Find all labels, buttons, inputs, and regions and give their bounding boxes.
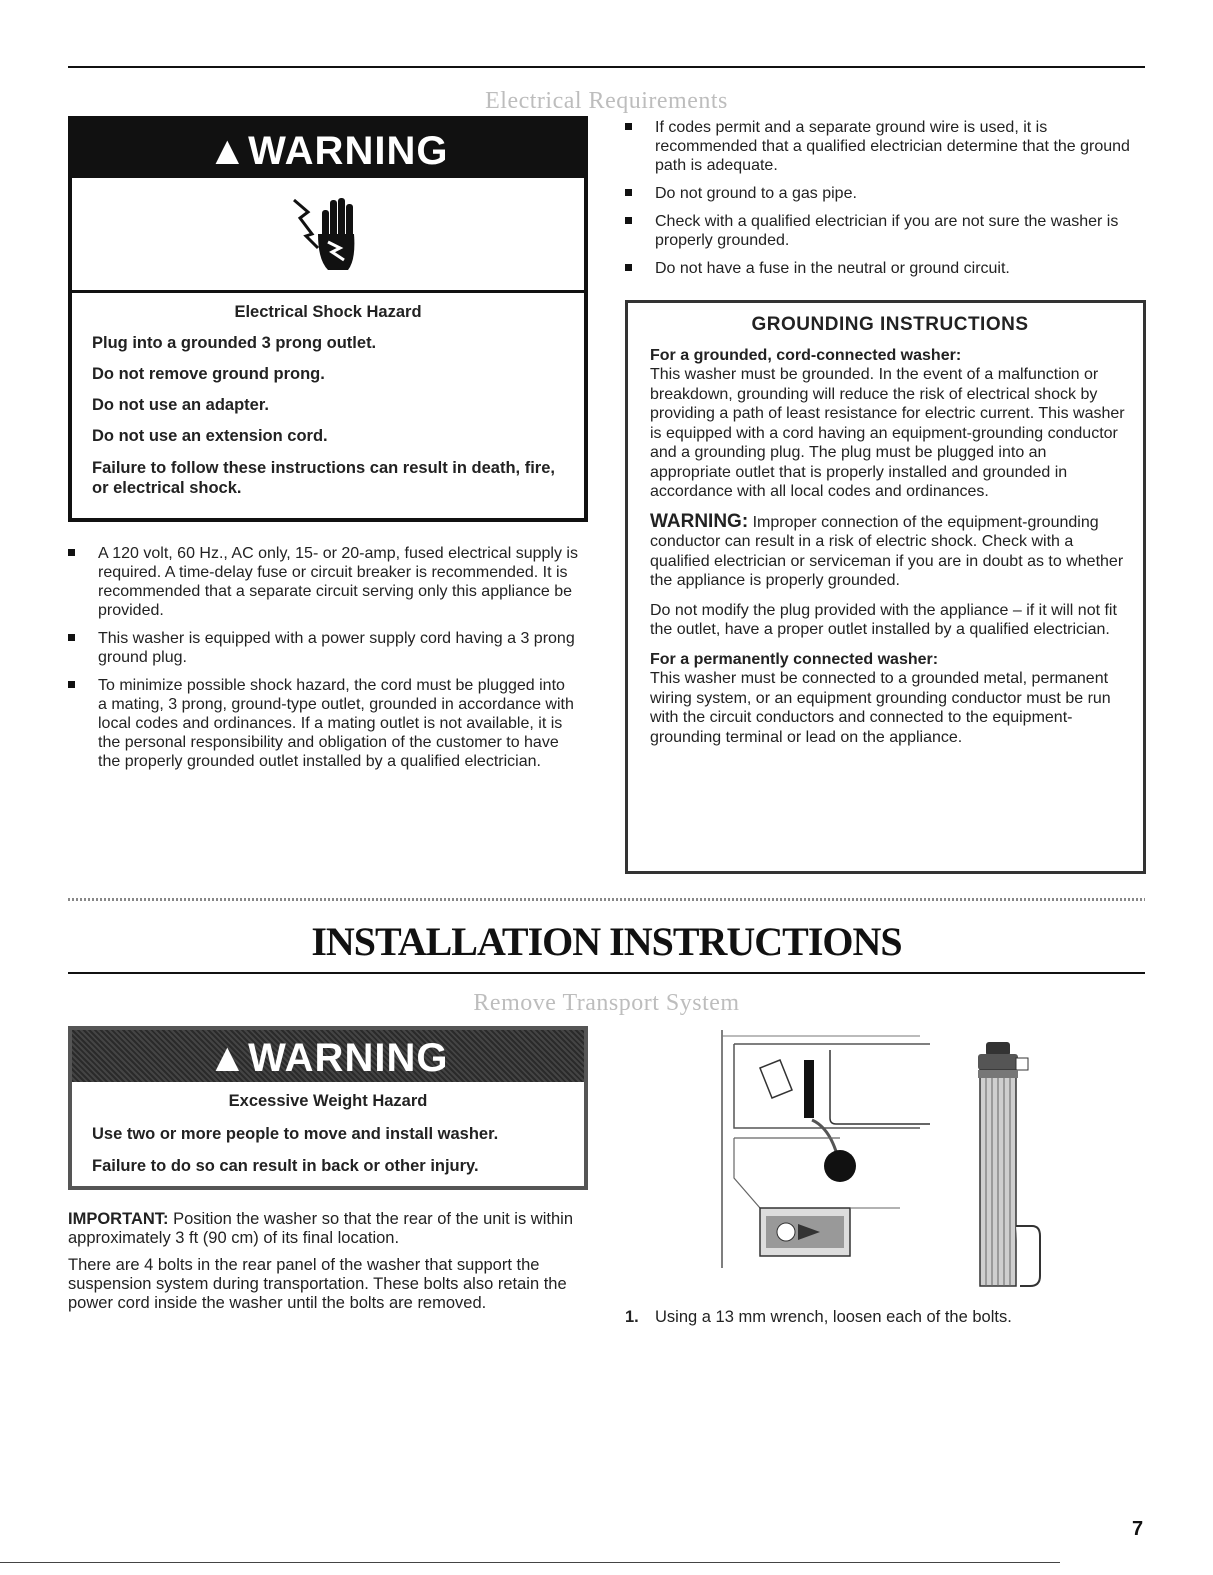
bullet-square-icon [625, 264, 632, 271]
warning-banner-text: WARNING [248, 129, 449, 173]
washer-rear-illustration [720, 1028, 940, 1278]
grounding-instructions-box [625, 300, 1146, 874]
shock-icon-area [72, 178, 584, 293]
grounding-title: GROUNDING INSTRUCTIONS [751, 314, 1029, 335]
list-item: If codes permit and a separate ground wire is used, it is recommended that a qualified electrician determine that the ground path is adequate. [625, 118, 1135, 175]
warning-line: Use two or more people to move and install washer. [92, 1125, 499, 1143]
dotted-divider [68, 898, 1145, 901]
bullet-square-icon [68, 681, 75, 688]
warning-line: Do not remove ground prong. [92, 365, 325, 383]
section-heading-electrical: Electrical Requirements [485, 88, 728, 114]
warning-line: Do not use an extension cord. [92, 427, 328, 445]
installation-rule [68, 972, 1145, 974]
grounding-warning-text: Improper connection of the equipment-grounding conductor can result in a risk of electric shock. Check with a qualified electrician or serviceman if you are in doubt as to whether the appliance is properly grounded. [650, 513, 1124, 589]
bullet-square-icon [68, 634, 75, 641]
list-item: Do not ground to a gas pipe. [625, 184, 1135, 203]
bullet-square-icon [625, 217, 632, 224]
list-item: A 120 volt, 60 Hz., AC only, 15- or 20-amp, fused electrical supply is required. A time-delay fuse or circuit breaker is recommended. It is recommended that a separate circuit serving only this appliance be provided. [68, 544, 578, 620]
page-number: 7 [1132, 1518, 1144, 1540]
warning-title: Electrical Shock Hazard [234, 303, 422, 321]
list-item: Check with a qualified electrician if you are not sure the washer is properly grounded. [625, 212, 1135, 250]
step-text: Using a 13 mm wrench, loosen each of the bolts. [655, 1308, 1012, 1326]
list-item: This washer is equipped with a power supply cord having a 3 prong ground plug. [68, 629, 578, 667]
installation-title: INSTALLATION INSTRUCTIONS [311, 919, 902, 964]
right-bullet-list [625, 118, 1135, 287]
weight-warning-box [68, 1026, 588, 1190]
grounding-cord-text: This washer must be grounded. In the event of a malfunction or breakdown, grounding will reduce the risk of electrical shock by providing a path of least resistance for electric current. This washer is equipped with a cord having an equipment-grounding conductor and a grounding plug. The plug must be plugged into an appropriate outlet that is properly installed and grounded in accordance with all local codes and ordinances. [650, 366, 1125, 500]
step-number: 1. [625, 1308, 639, 1326]
bullet-square-icon [68, 549, 75, 556]
bolts-paragraph: There are 4 bolts in the rear panel of the washer that support the suspension system during transportation. These bolts also retain the power cord inside the washer until the bolts are removed. [68, 1256, 567, 1312]
electrical-warning-box [68, 116, 588, 522]
grounding-modify-text: Do not modify the plug provided with the appliance – if it will not fit the outlet, have a proper outlet installed by a qualified electrician. [650, 601, 1117, 638]
step-1 [625, 1308, 1145, 1327]
grounding-warning-label: WARNING: [650, 510, 749, 532]
bottom-rule [0, 1562, 1060, 1563]
warning-banner [72, 1030, 584, 1082]
important-text: Position the washer so that the rear of the unit is within approximately 3 ft (90 cm) of its final location. [68, 1210, 573, 1247]
important-label: IMPORTANT: [68, 1210, 169, 1228]
list-item: To minimize possible shock hazard, the cord must be plugged into a mating, 3 prong, ground-type outlet, grounded in accordance with local codes and ordinances. If a mating outlet is not available, it is the personal responsibility and obligation of the customer to have the properly grounded outlet installed by a qualified electrician. [68, 676, 578, 771]
warning-banner-text: WARNING [248, 1036, 449, 1080]
warning-title: Excessive Weight Hazard [228, 1092, 428, 1110]
grounding-perm-heading: For a permanently connected washer: [650, 650, 939, 668]
electric-shock-hand-icon [288, 190, 368, 280]
warning-line: Plug into a grounded 3 prong outlet. [92, 334, 377, 352]
warning-line: Failure to do so can result in back or other injury. [92, 1157, 479, 1175]
warning-banner [72, 120, 584, 178]
left-bullet-list [68, 544, 578, 780]
important-paragraph [68, 1210, 588, 1248]
warning-triangle-icon: ▲ [207, 1036, 249, 1080]
bullet-square-icon [625, 189, 632, 196]
top-rule [68, 66, 1145, 68]
warning-line: Failure to follow these instructions can result in death, fire, or electrical shock. [92, 459, 555, 497]
grounding-cord-heading: For a grounded, cord-connected washer: [650, 346, 962, 364]
warning-line: Do not use an adapter. [92, 396, 269, 414]
list-item: Do not have a fuse in the neutral or ground circuit. [625, 259, 1135, 278]
section-heading-transport: Remove Transport System [473, 990, 740, 1016]
bullet-square-icon [625, 123, 632, 130]
grounding-perm-text: This washer must be connected to a grounded metal, permanent wiring system, or an equipment grounding conductor must be run with the circuit conductors and connected to the equipment-grounding terminal or lead on the appliance. [650, 670, 1111, 746]
grounding-warning-paragraph [650, 512, 1130, 591]
warning-triangle-icon: ▲ [207, 129, 249, 173]
transport-bolt-illustration [958, 1040, 1048, 1290]
